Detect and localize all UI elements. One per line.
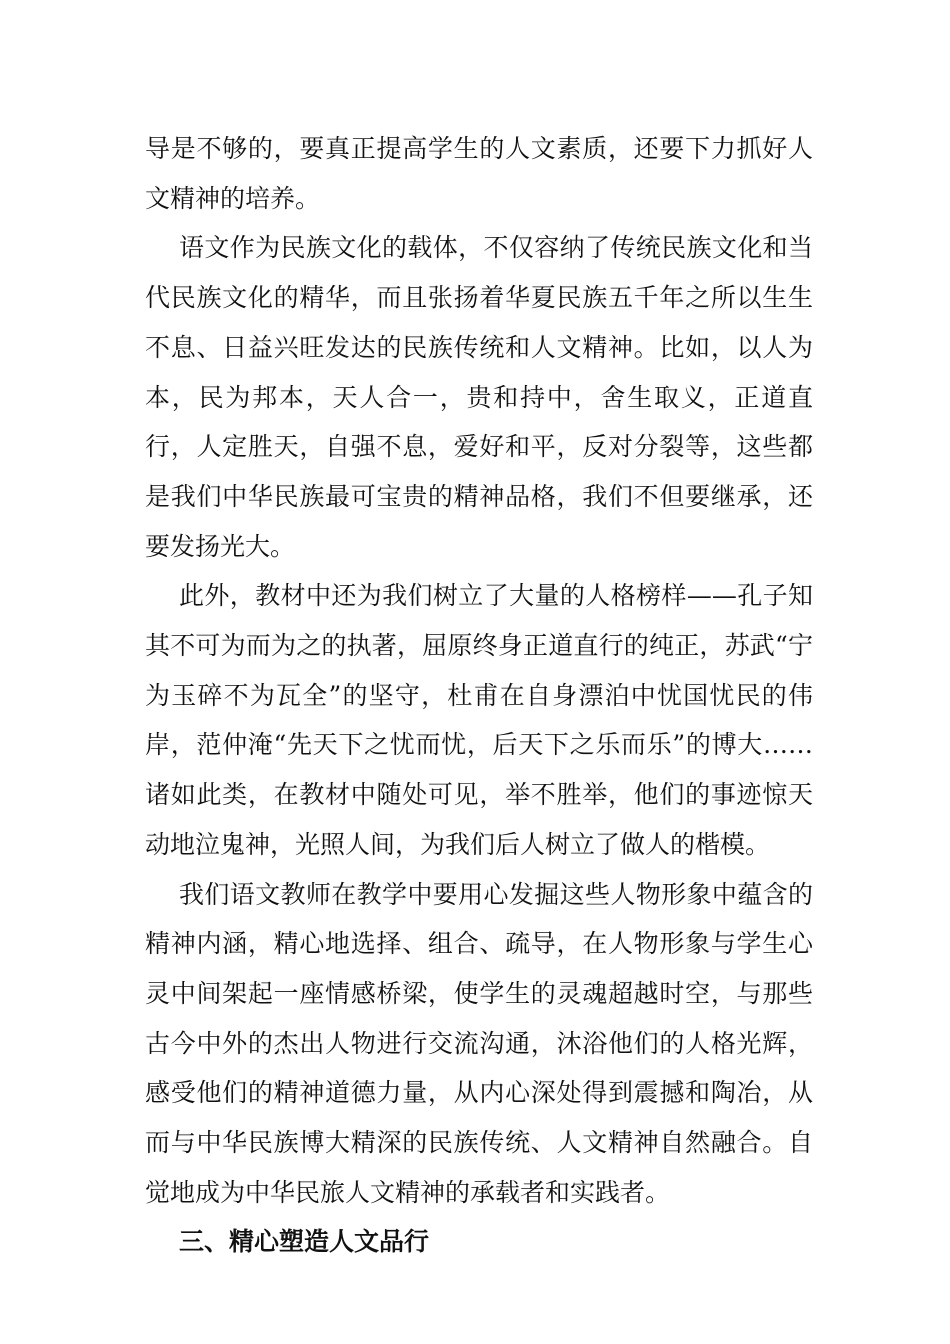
paragraph-continuation: 导是不够的，要真正提高学生的人文素质，还要下力抓好人文精神的培养。 bbox=[145, 134, 813, 213]
document-body bbox=[145, 124, 813, 1267]
paragraph-teachers: 我们语文教师在教学中要用心发掘这些人物形象中蕴含的精神内涵，精心地选择、组合、疏导，在人物形象与学生心灵中间架起一座情感桥梁，使学生的灵魂超越时空，与那些古今中外的杰出人物进行交流沟通，沐浴他们的人格光辉，感受他们的精神道德力量，从内心深处得到震撼和陶冶，从而与中华民族博大精深的民族传统、人文精神自然融合。自觉地成为中华民旅人文精神的承载者和实践者。 bbox=[145, 879, 813, 1207]
section-heading: 三、精心塑造人文品行 bbox=[179, 1227, 430, 1257]
paragraph-chinese-culture: 语文作为民族文化的载体，不仅容纳了传统民族文化和当代民族文化的精华，而且张扬着华夏民族五千年之所以生生不息、日益兴旺发达的民族传统和人文精神。比如，以人为本，民为邦本，天人合一，贵和持中，舍生取义，正道直行，人定胜天，自强不息，爱好和平，反对分裂等，这些都是我们中华民族最可宝贵的精神品格，我们不但要继承，还要发扬光大。 bbox=[145, 233, 813, 561]
paragraph-role-models: 此外，教材中还为我们树立了大量的人格榜样——孔子知其不可为而为之的执著，屈原终身正道直行的纯正，苏武“宁为玉碎不为瓦全”的坚守，杜甫在自身漂泊中忧国忧民的伟岸，范仲淹“先天下之忧而忧，后天下之乐而乐”的博大……诸如此类，在教材中随处可见，举不胜举，他们的事迹惊天动地泣鬼神，光照人间，为我们后人树立了做人的楷模。 bbox=[145, 581, 813, 859]
